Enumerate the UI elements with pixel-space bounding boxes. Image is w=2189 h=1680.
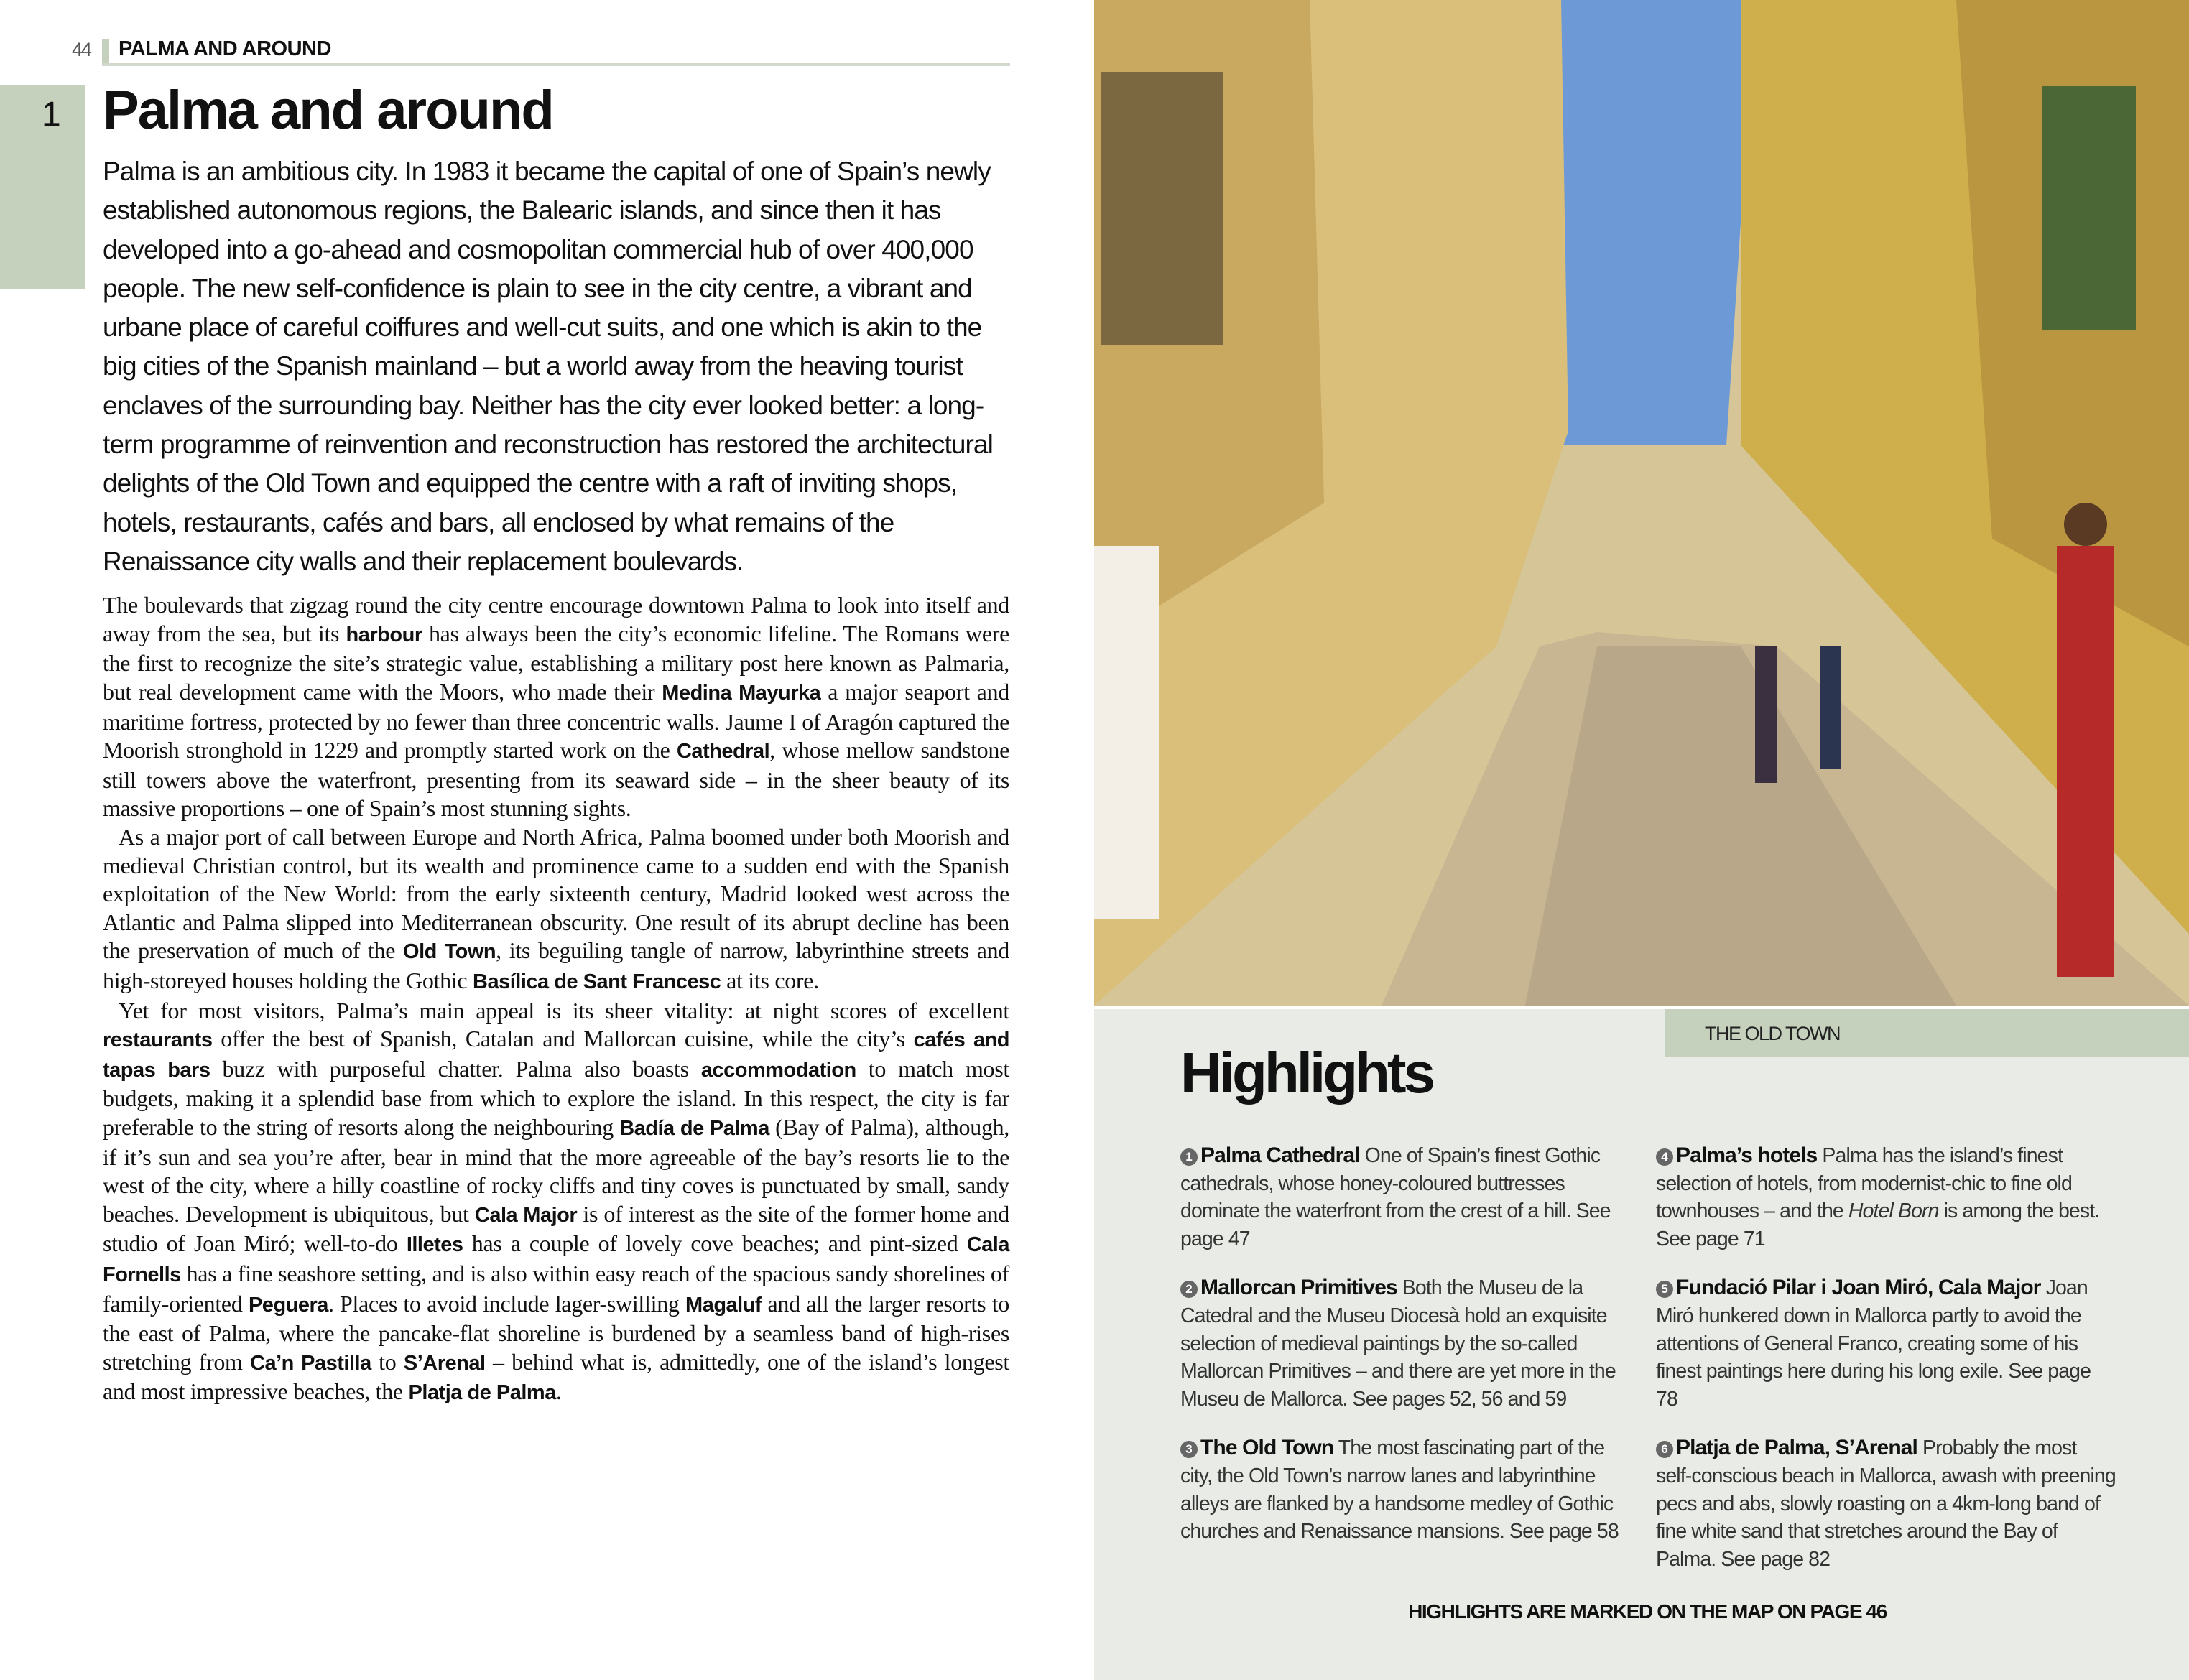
text-run: – behind what is, admittedly, one of the island’s longest and most impressive beaches, the bbox=[103, 1348, 1009, 1405]
running-head: PALMA AND AROUND bbox=[119, 37, 331, 60]
bold-term: Ca’n Pastilla bbox=[250, 1351, 371, 1375]
highlight-title: Fundació Pilar i Joan Miró, Cala Major bbox=[1676, 1276, 2041, 1300]
bold-term: S’Arenal bbox=[403, 1351, 486, 1375]
highlight-item bbox=[1656, 1434, 2116, 1573]
text-run: . bbox=[555, 1378, 562, 1405]
text-run: to match most budgets, making it a splendid base from which to explore the island. In this respect, the city is far preferable to the string of resorts along the neighbouring bbox=[103, 1055, 1009, 1140]
highlight-text: The most fascinating part of the city, the Old Town’s narrow lanes and labyrinthine alleys are flanked by a handsome medley of Gothic churches and Renaissance mansions. See page 58 bbox=[1180, 1437, 1619, 1544]
text-run: buzz with purposeful chatter. Palma also boasts bbox=[210, 1055, 701, 1082]
highlight-text: One of Spain’s finest Gothic cathedrals, whose honey-coloured buttresses dominate the waterfront from the crest of a hill. See page 47 bbox=[1180, 1144, 1611, 1250]
highlight-number-badge: 5 bbox=[1656, 1281, 1673, 1298]
bold-term: Cala Major bbox=[474, 1203, 578, 1227]
text-run: As a major port of call between Europe and North Africa, Palma boomed under both Moorish and medieval Christian control, but its wealth and prominence came to a sudden end with the Spanish exploitation of the New World: from the early sixteenth century, Madrid looked west across the Atlantic and Palma slipped into Mediterranean obscurity. One result of its abrupt decline has been the preservation of much of the bbox=[103, 824, 1009, 964]
highlight-title: Palma Cathedral bbox=[1200, 1143, 1360, 1167]
text-run: (Bay of Palma), although, if it’s sun and sea you’re after, bear in mind that the more agreeable of the bay’s resorts lie to the west of the city, where a hilly coastline of rocky cliffs and tiny coves is punctuated by small, sandy beaches. Development is ubiquitous, but bbox=[103, 1113, 1009, 1227]
highlight-number-badge: 1 bbox=[1180, 1148, 1198, 1166]
highlight-text: is among the best. See page 71 bbox=[1656, 1199, 2100, 1250]
body-paragraph bbox=[103, 997, 1009, 1408]
bold-term: Cathedral bbox=[676, 740, 770, 764]
text-run: a major seaport and maritime fortress, protected by no fewer than three concentric walls. Jaume I of Aragón captured the Moorish stronghold in 1229 and promptly started work on the bbox=[103, 679, 1009, 764]
body-paragraph bbox=[103, 591, 1009, 823]
highlight-title: Palma’s hotels bbox=[1676, 1143, 1818, 1167]
bold-term: restaurants bbox=[103, 1029, 213, 1052]
header-accent-bar bbox=[102, 39, 109, 66]
bold-term: cafés and tapas bars bbox=[103, 1029, 1009, 1082]
bold-term: Old Town bbox=[403, 940, 496, 964]
bold-term: Basílica de Sant Francesc bbox=[473, 970, 721, 993]
highlight-italic: Hotel Born bbox=[1848, 1199, 1939, 1223]
text-run: Yet for most visitors, Palma’s main appeal is its sheer vitality: at night scores of excellent bbox=[119, 997, 1009, 1024]
highlight-item bbox=[1656, 1142, 2116, 1253]
text-run: and all the larger resorts to the east of Palma, where the pancake-flat shoreline is burdened by a seamless band of high-rises stretching from bbox=[103, 1290, 1009, 1375]
bold-term: harbour bbox=[346, 623, 422, 646]
text-run: , whose mellow sandstone still towers above the waterfront, presenting from its seaward side – in the sheer beauty of its massive proportions – one of Spain’s most stunning sights. bbox=[103, 737, 1009, 822]
text-run: The boulevards that zigzag round the city centre encourage downtown Palma to look into itself and away from the sea, but its bbox=[103, 592, 1009, 646]
body-text bbox=[103, 591, 1009, 1408]
intro-text: Palma is an ambitious city. In 1983 it became the capital of one of Spain’s newly established autonomous regions, the Balearic islands, and since then it has developed into a go-ahead and cosmopolitan commercial hub of over 400,000 people. The new self-confidence is plain to see in the city centre, a vibrant and urbane place of careful coiffures and well-cut suits, and one which is akin to the big cities of the Spanish mainland – but a world away from the heaving tourist enclaves of the surrounding bay. Neither has the city ever looked better: a long-term programme of reinvention and reconstruction has restored the architectural delights of the Old Town and equipped the centre with a raft of inviting shops, hotels, restaurants, cafés and bars, all enclosed by what remains of the Renaissance city walls and their replacement boulevards. bbox=[103, 157, 993, 576]
text-run: is of interest as the site of the former home and studio of Joan Miró; well-to-do bbox=[103, 1200, 1009, 1257]
bold-term: Medina Mayurka bbox=[662, 682, 821, 705]
highlight-title: The Old Town bbox=[1200, 1436, 1334, 1460]
chapter-number: 1 bbox=[42, 96, 61, 134]
photo-caption: THE OLD TOWN bbox=[1705, 1023, 1841, 1044]
highlight-text: Probably the most self-conscious beach in Mallorca, awash with preening pecs and abs, slowly roasting on a 4km-long band of fine white sand that stretches around the Bay of Palma. See page 82 bbox=[1656, 1437, 2116, 1571]
text-run: has a couple of lovely cove beaches; and pint-sized bbox=[463, 1230, 967, 1257]
text-run: . Places to avoid include lager-swilling bbox=[328, 1290, 686, 1317]
highlight-item bbox=[1180, 1274, 1640, 1413]
bold-term: Illetes bbox=[406, 1233, 463, 1257]
left-page-content bbox=[103, 78, 1019, 1408]
highlight-number-badge: 6 bbox=[1656, 1441, 1673, 1458]
highlight-title: Platja de Palma, S’Arenal bbox=[1676, 1436, 1917, 1460]
bold-term: Platja de Palma bbox=[408, 1381, 556, 1405]
text-run: has always been the city’s economic lifeline. The Romans were the first to recognize the site’s strategic value, establishing a military post here known as Palmaria, but real development came with the Moors, who made their bbox=[103, 620, 1010, 705]
highlight-item bbox=[1180, 1434, 1640, 1545]
highlights-column-2 bbox=[1656, 1142, 2116, 1595]
highlight-item bbox=[1656, 1274, 2116, 1413]
text-run: at its core. bbox=[721, 967, 819, 993]
highlight-text: Joan Miró hunkered down in Mallorca partly to avoid the attentions of General Franco, creating some of his finest paintings here during his long exile. See page 78 bbox=[1656, 1276, 2091, 1411]
bold-term: Cala Fornells bbox=[103, 1233, 1009, 1286]
header-rule bbox=[102, 63, 1010, 66]
chapter-title: Palma and around bbox=[103, 80, 553, 141]
highlight-text: Palma has the island’s finest selection of hotels, from modernist-chic to fine old townhouses – and the bbox=[1656, 1144, 2072, 1223]
old-town-street-photo bbox=[1094, 0, 2189, 1006]
body-paragraph bbox=[103, 823, 1009, 997]
highlights-columns bbox=[1180, 1142, 2129, 1595]
highlights-content bbox=[1180, 1142, 2129, 1623]
highlight-item bbox=[1180, 1142, 1640, 1253]
highlight-number-badge: 3 bbox=[1180, 1441, 1198, 1458]
text-run: to bbox=[371, 1348, 404, 1375]
highlight-title: Mallorcan Primitives bbox=[1200, 1276, 1397, 1300]
highlight-number-badge: 2 bbox=[1180, 1281, 1198, 1298]
highlight-number-badge: 4 bbox=[1656, 1148, 1673, 1166]
bold-term: accommodation bbox=[700, 1058, 856, 1082]
bold-term: Peguera bbox=[248, 1293, 328, 1317]
intro-paragraph bbox=[103, 152, 1019, 581]
highlights-title: Highlights bbox=[1180, 1041, 1433, 1105]
text-run: , its beguiling tangle of narrow, labyrinthine streets and high-storeyed houses holding the Gothic bbox=[103, 937, 1010, 993]
highlights-footer: HIGHLIGHTS ARE MARKED ON THE MAP ON PAGE 46 bbox=[1408, 1600, 1887, 1623]
highlights-column-1 bbox=[1180, 1142, 1640, 1595]
street-illustration bbox=[1094, 0, 2189, 1006]
text-run: offer the best of Spanish, Catalan and Mallorcan cuisine, while the city’s bbox=[212, 1026, 914, 1052]
bold-term: Magaluf bbox=[685, 1293, 762, 1317]
bold-term: Badía de Palma bbox=[619, 1116, 769, 1140]
highlight-text: Both the Museu de la Catedral and the Museu Diocesà hold an exquisite selection of medieval paintings by the so-called Mallorcan Primitives – and there are yet more in the Museu de Mallorca. See pages 52, 56 and 59 bbox=[1180, 1276, 1616, 1411]
text-run: has a fine seashore setting, and is also within easy reach of the spacious sandy shorelines of family-oriented bbox=[103, 1260, 1009, 1317]
page-number: 44 bbox=[72, 39, 91, 60]
